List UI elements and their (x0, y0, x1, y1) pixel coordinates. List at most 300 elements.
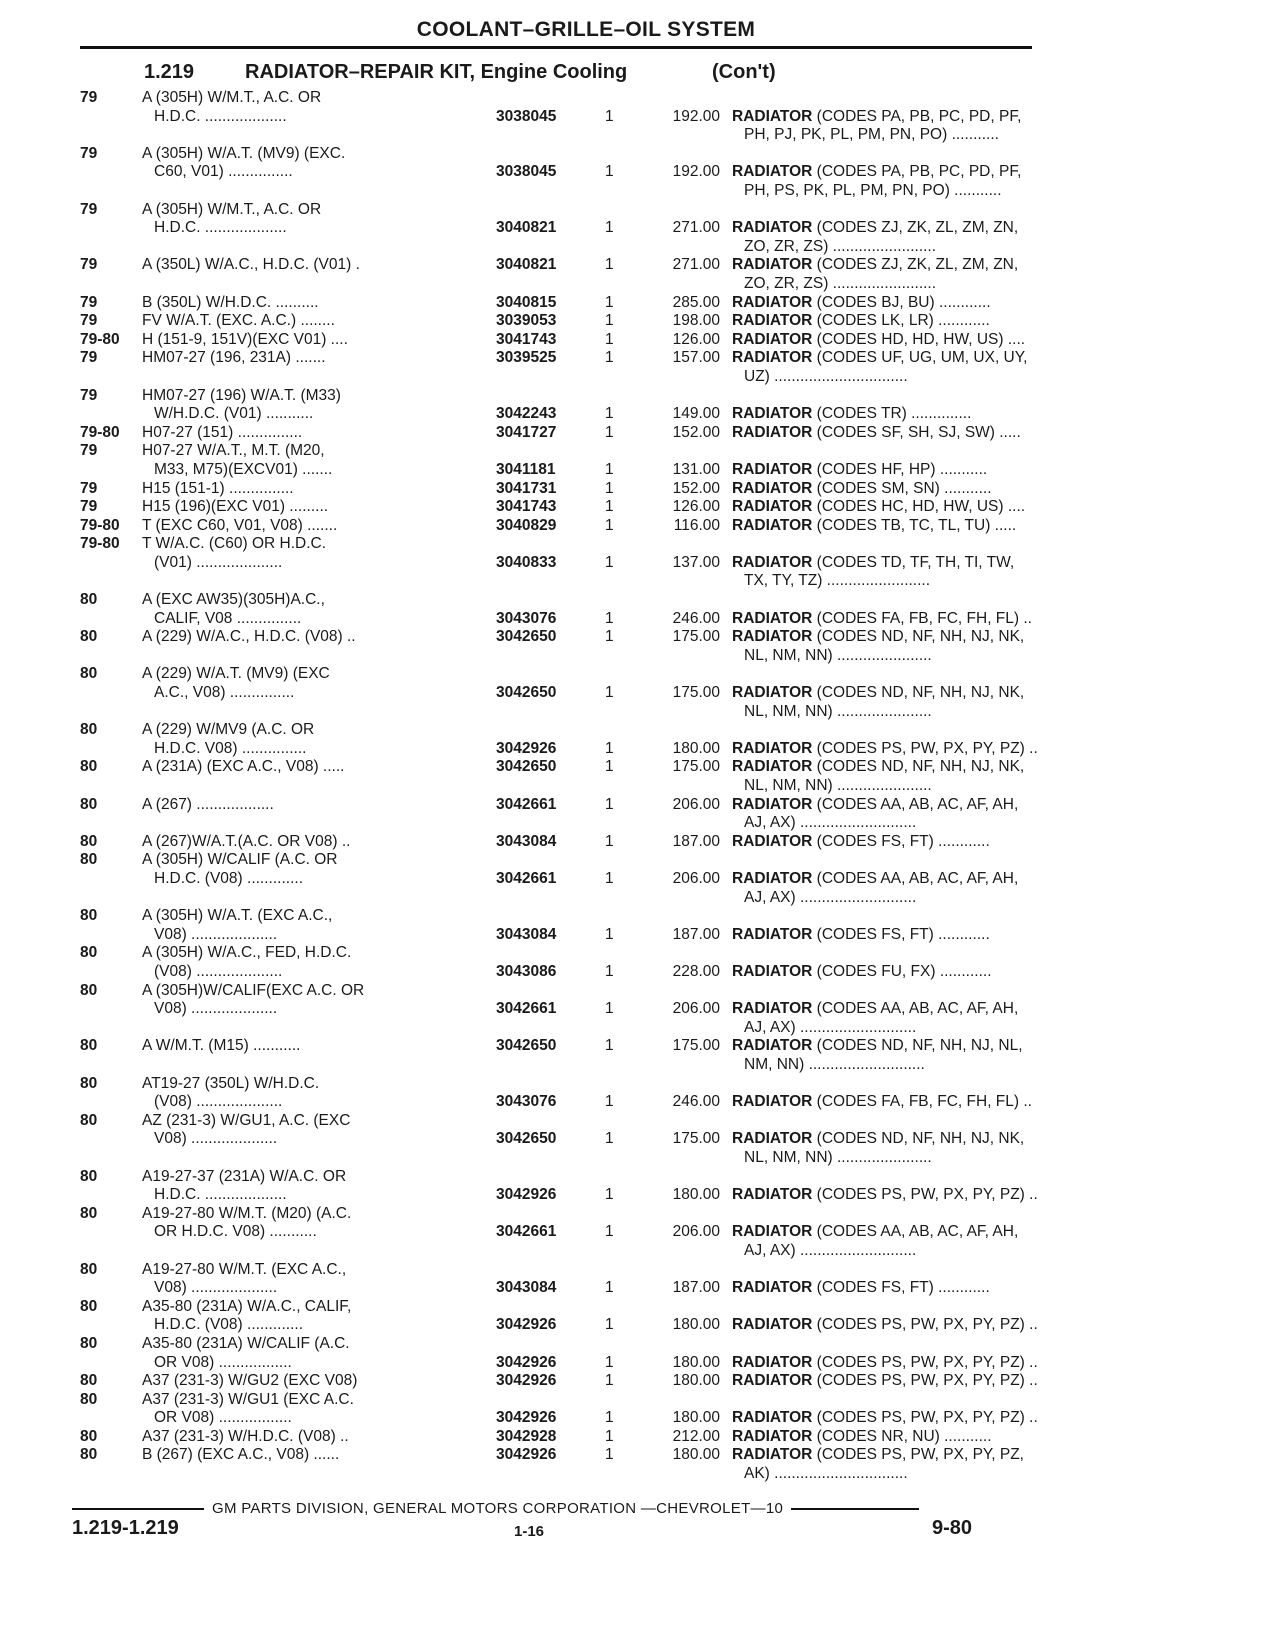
description-line: A37 (231-3) W/H.D.C. (V08) .. (142, 1427, 349, 1445)
quantity: 1 (605, 163, 614, 181)
row-year: 80 (80, 1074, 98, 1092)
row-description (142, 498, 492, 517)
price: 271.00 (672, 256, 720, 274)
part-number: 3040833 (496, 553, 557, 571)
parts-list (80, 89, 1038, 1484)
part-description-line: RADIATOR (CODES TR) .............. (732, 405, 972, 423)
table-row (80, 1297, 1038, 1335)
row-description (142, 331, 492, 350)
quantity: 1 (605, 330, 614, 348)
part-number: 3042926 (496, 1409, 557, 1427)
price: 152.00 (672, 479, 720, 497)
part-description (732, 1372, 1052, 1391)
part-name: RADIATOR (732, 628, 813, 646)
part-description-line: AJ, AX) ........................... (744, 814, 917, 832)
part-description-line: RADIATOR (CODES PS, PW, PX, PY, PZ) .. (732, 1316, 1038, 1334)
part-codes: CODES BJ, BU) ............ (821, 293, 991, 311)
part-codes: CODES PS, PW, PX, PY, PZ) .. (821, 1353, 1038, 1371)
row-year: 80 (80, 1372, 98, 1390)
header-rule (80, 46, 1032, 49)
row-year: 80 (80, 944, 98, 962)
part-number: 3042650 (496, 628, 557, 646)
part-number: 3043086 (496, 963, 557, 980)
table-row (80, 833, 1032, 852)
quantity: 1 (605, 1093, 614, 1111)
quantity: 1 (605, 107, 614, 125)
part-description (732, 517, 1052, 536)
part-description (732, 1316, 1052, 1335)
part-codes: CODES HF, HP) ........... (821, 460, 988, 478)
part-description (732, 740, 1052, 759)
part-description (732, 163, 1052, 200)
part-name: RADIATOR (732, 405, 813, 423)
part-number: 3043076 (496, 1093, 557, 1111)
part-description-line: AJ, AX) ........................... (744, 1241, 917, 1259)
description-line: H15 (196)(EXC V01) ......... (142, 498, 329, 516)
part-number: 3042661 (496, 1223, 557, 1241)
footer-date: 9-80 (931, 1517, 972, 1539)
part-name: RADIATOR (732, 1000, 813, 1018)
row-description (142, 1446, 492, 1465)
part-description-line: RADIATOR (CODES PS, PW, PX, PY, PZ) .. (732, 1186, 1038, 1204)
table-row (80, 1428, 1032, 1447)
part-name: RADIATOR (732, 1037, 813, 1055)
part-codes: CODES ND, NF, NH, NJ, NK, (821, 684, 1025, 702)
row-year: 79 (80, 349, 98, 367)
quantity: 1 (605, 925, 614, 943)
description-line: A (350L) W/A.C., H.D.C. (V01) . (142, 256, 360, 274)
row-description (142, 982, 492, 1019)
part-codes: CODES PA, PB, PC, PD, PF, (821, 163, 1022, 181)
part-number: 3042650 (496, 758, 557, 776)
part-description-line: PH, PJ, PK, PL, PM, PN, PO) ........... (744, 126, 999, 144)
row-year: 80 (80, 1204, 98, 1222)
description-line: A35-80 (231A) W/A.C., CALIF, (142, 1297, 352, 1315)
quantity: 1 (605, 1130, 614, 1148)
row-year: 79 (80, 498, 98, 516)
part-description-line: RADIATOR (CODES AA, AB, AC, AF, AH, (732, 795, 1019, 813)
part-description-line: ZO, ZR, ZS) ........................ (744, 237, 937, 255)
row-description (142, 907, 492, 944)
row-description (142, 1372, 492, 1391)
price: 271.00 (672, 219, 720, 237)
price: 126.00 (672, 498, 720, 516)
part-description-line: RADIATOR (CODES FA, FB, FC, FH, FL) .. (732, 1093, 1032, 1111)
part-codes: CODES SM, SN) ........... (821, 479, 992, 497)
description-line: H (151-9, 151V)(EXC V01) .... (142, 330, 348, 348)
price: 206.00 (672, 1223, 720, 1241)
part-description (732, 1279, 1052, 1298)
table-row (80, 1167, 1038, 1205)
row-year: 80 (80, 758, 98, 776)
description-line: (V08) .................... (154, 963, 283, 980)
quantity: 1 (605, 795, 614, 813)
quantity: 1 (605, 1427, 614, 1445)
description-line: H.D.C. (V08) ............. (154, 1316, 303, 1334)
row-year: 80 (80, 628, 98, 646)
description-line: T W/A.C. (C60) OR H.D.C. (142, 535, 327, 553)
part-number: 3042661 (496, 1000, 557, 1018)
part-name: RADIATOR (732, 479, 813, 497)
part-name: RADIATOR (732, 1409, 813, 1427)
row-description (142, 312, 492, 331)
part-codes: CODES HC, HD, HW, US) .... (821, 498, 1026, 516)
quantity: 1 (605, 1409, 614, 1427)
row-description (142, 1168, 492, 1205)
price: 206.00 (672, 1000, 720, 1018)
part-codes: CODES SF, SH, SJ, SW) ..... (821, 423, 1021, 441)
price: 175.00 (672, 684, 720, 702)
row-description (142, 591, 492, 628)
description-line: V08) .................... (154, 1279, 278, 1297)
table-row (80, 1075, 1032, 1112)
description-line: T (EXC C60, V01, V08) ....... (142, 516, 338, 534)
description-line: B (350L) W/H.D.C. .......... (142, 293, 319, 311)
quantity: 1 (605, 1372, 614, 1390)
part-number: 3042926 (496, 1446, 557, 1464)
part-description-line: RADIATOR (CODES SM, SN) ........... (732, 479, 992, 497)
table-row (80, 535, 1032, 591)
part-number: 3041743 (496, 330, 557, 348)
description-line: V08) .................... (154, 925, 278, 943)
part-description (732, 1130, 1052, 1167)
price: 137.00 (672, 553, 720, 571)
price: 206.00 (672, 795, 720, 813)
part-name: RADIATOR (732, 925, 813, 943)
part-number: 3043076 (496, 609, 557, 627)
part-description-line: RADIATOR (CODES NR, NU) ........... (732, 1427, 992, 1445)
table-row (80, 201, 1032, 257)
row-year: 80 (80, 1037, 98, 1055)
footer-row (72, 1517, 1032, 1545)
table-row (80, 89, 1032, 145)
part-number: 3040829 (496, 516, 557, 534)
quantity: 1 (605, 1000, 614, 1018)
quantity: 1 (605, 460, 614, 478)
part-description-line: RADIATOR (CODES PS, PW, PX, PY, PZ) .. (732, 1353, 1038, 1371)
part-description-line: NL, NM, NN) ...................... (744, 646, 932, 664)
description-line: H15 (151-1) ............... (142, 479, 294, 497)
table-row (80, 498, 1032, 517)
part-codes: CODES AA, AB, AC, AF, AH, (821, 870, 1019, 888)
part-codes: CODES PS, PW, PX, PY, PZ) .. (821, 1186, 1038, 1204)
part-description (732, 1037, 1052, 1074)
part-description (732, 1093, 1052, 1112)
part-description-line: RADIATOR (CODES ZJ, ZK, ZL, ZM, ZN, (732, 256, 1019, 274)
part-name: RADIATOR (732, 1130, 813, 1148)
description-line: A35-80 (231A) W/CALIF (A.C. (142, 1334, 350, 1352)
part-name: RADIATOR (732, 553, 813, 571)
part-number: 3041731 (496, 479, 557, 497)
part-codes: CODES ND, NF, NH, NJ, NK, (821, 628, 1025, 646)
part-number: 3042243 (496, 405, 557, 423)
description-line: A19-27-80 W/M.T. (M20) (A.C. (142, 1204, 352, 1222)
description-line: AT19-27 (350L) W/H.D.C. (142, 1074, 320, 1092)
row-year: 80 (80, 1334, 98, 1352)
row-description (142, 89, 492, 126)
part-name: RADIATOR (732, 423, 813, 441)
description-line: V08) .................... (154, 1130, 278, 1148)
quantity: 1 (605, 1353, 614, 1371)
part-description (732, 1354, 1052, 1373)
description-line: A (305H)W/CALIF(EXC A.C. OR (142, 981, 365, 999)
part-number: 3042661 (496, 795, 557, 813)
description-line: A (229) W/MV9 (A.C. OR (142, 721, 315, 739)
part-codes: CODES FU, FX) ............ (821, 963, 992, 980)
part-name: RADIATOR (732, 739, 813, 757)
description-line: C60, V01) ............... (154, 163, 293, 181)
quantity: 1 (605, 758, 614, 776)
quantity: 1 (605, 609, 614, 627)
part-name: RADIATOR (732, 1427, 813, 1445)
price: 187.00 (672, 925, 720, 943)
part-description (732, 294, 1052, 313)
part-number: 3039053 (496, 312, 557, 330)
part-number: 3040821 (496, 256, 557, 274)
description-line: AZ (231-3) W/GU1, A.C. (EXC (142, 1111, 351, 1129)
description-line: A (EXC AW35)(305H)A.C., (142, 591, 325, 609)
row-year: 79-80 (80, 516, 120, 534)
part-description (732, 796, 1052, 833)
part-description-line: RADIATOR (CODES FS, FT) ............ (732, 1279, 990, 1297)
part-name: RADIATOR (732, 1316, 813, 1334)
description-line: A (305H) W/A.T. (MV9) (EXC. (142, 144, 346, 162)
row-year: 80 (80, 981, 98, 999)
part-description-line: RADIATOR (CODES AA, AB, AC, AF, AH, (732, 870, 1019, 888)
row-description (142, 833, 492, 852)
table-row (80, 1372, 1038, 1391)
part-number: 3042650 (496, 1130, 557, 1148)
part-codes: CODES ND, NF, NH, NJ, NL, (821, 1037, 1023, 1055)
row-description (142, 665, 492, 702)
part-name: RADIATOR (732, 498, 813, 516)
description-line: A37 (231-3) W/GU2 (EXC V08) (142, 1372, 358, 1390)
part-description (732, 312, 1052, 331)
part-description (732, 1000, 1052, 1037)
row-year: 79-80 (80, 423, 120, 441)
part-description-line: RADIATOR (CODES BJ, BU) ............ (732, 293, 991, 311)
part-description (732, 480, 1052, 499)
part-description-line: RADIATOR (CODES PS, PW, PX, PY, PZ) .. (732, 1409, 1038, 1427)
table-row (80, 442, 1032, 479)
price: 192.00 (672, 163, 720, 181)
part-description-line: NM, NN) ........................... (744, 1055, 925, 1073)
part-name: RADIATOR (732, 256, 813, 274)
table-row (80, 907, 1032, 944)
description-line: (V01) .................... (154, 553, 283, 571)
part-codes: CODES PS, PW, PX, PY, PZ) .. (821, 1372, 1038, 1390)
part-description-line: RADIATOR (CODES HD, HD, HW, US) .... (732, 330, 1026, 348)
row-description (142, 1037, 492, 1056)
part-name: RADIATOR (732, 1353, 813, 1371)
price: 175.00 (672, 758, 720, 776)
part-description-line: RADIATOR (CODES ND, NF, NH, NJ, NK, (732, 1130, 1025, 1148)
price: 228.00 (672, 963, 720, 980)
row-year: 79 (80, 479, 98, 497)
price: 180.00 (672, 1353, 720, 1371)
table-row (80, 517, 1032, 536)
price: 180.00 (672, 1372, 720, 1390)
part-number: 3042926 (496, 739, 557, 757)
part-number: 3039525 (496, 349, 557, 367)
quantity: 1 (605, 479, 614, 497)
table-row (80, 1205, 1032, 1261)
description-line: CALIF, V08 ............... (154, 609, 302, 627)
part-name: RADIATOR (732, 107, 813, 125)
description-line: A (229) W/A.T. (MV9) (EXC (142, 665, 330, 683)
part-codes: CODES PS, PW, PX, PY, PZ) .. (821, 1316, 1038, 1334)
part-description (732, 219, 1052, 256)
part-description (732, 833, 1052, 852)
quantity: 1 (605, 963, 614, 980)
row-year: 80 (80, 721, 98, 739)
part-name: RADIATOR (732, 1223, 813, 1241)
table-row (80, 1334, 1038, 1372)
part-description-line: RADIATOR (CODES HF, HP) ........... (732, 460, 988, 478)
part-codes: CODES AA, AB, AC, AF, AH, (821, 1223, 1019, 1241)
part-description (732, 1186, 1052, 1205)
row-year: 79 (80, 293, 98, 311)
part-description (732, 610, 1052, 629)
part-number: 3038045 (496, 163, 557, 181)
price: 175.00 (672, 628, 720, 646)
description-line: A (267) .................. (142, 795, 274, 813)
part-number: 3042650 (496, 684, 557, 702)
section-title (245, 55, 627, 89)
row-description (142, 535, 492, 572)
table-row (80, 665, 1032, 721)
part-number: 3043084 (496, 832, 557, 850)
part-name: RADIATOR (732, 1093, 813, 1111)
price: 180.00 (672, 1316, 720, 1334)
part-description (732, 1409, 1052, 1428)
row-year: 80 (80, 851, 98, 869)
description-line: H07-27 W/A.T., M.T. (M20, (142, 442, 325, 460)
part-description (732, 758, 1052, 795)
price: 152.00 (672, 423, 720, 441)
part-name: RADIATOR (732, 163, 813, 181)
description-line: V08) .................... (154, 1000, 278, 1018)
part-name: RADIATOR (732, 758, 813, 776)
description-line: A19-27-80 W/M.T. (EXC A.C., (142, 1260, 347, 1278)
price: 198.00 (672, 312, 720, 330)
row-description (142, 1205, 492, 1242)
part-description (732, 684, 1052, 721)
quantity: 1 (605, 423, 614, 441)
row-year: 79 (80, 144, 98, 162)
table-row (80, 1037, 1032, 1074)
part-description-line: RADIATOR (CODES TB, TC, TL, TU) ..... (732, 516, 1017, 534)
part-name: RADIATOR (732, 609, 813, 627)
table-row (80, 424, 1032, 443)
price: 192.00 (672, 107, 720, 125)
row-year: 79-80 (80, 535, 120, 553)
row-year: 80 (80, 1167, 98, 1185)
footer-publisher: GM PARTS DIVISION, GENERAL MOTORS CORPORATION —CHEVROLET—10 (212, 1500, 784, 1517)
row-year: 80 (80, 591, 98, 609)
part-number: 3042926 (496, 1372, 557, 1390)
row-year: 80 (80, 1427, 98, 1445)
quantity: 1 (605, 349, 614, 367)
table-row (80, 628, 1032, 665)
part-name: RADIATOR (732, 1279, 813, 1297)
catalog-page (80, 18, 1038, 1484)
price: 175.00 (672, 1037, 720, 1055)
description-line: A (229) W/A.C., H.D.C. (V08) .. (142, 628, 356, 646)
part-description (732, 926, 1052, 945)
part-codes: CODES AA, AB, AC, AF, AH, (821, 795, 1019, 813)
description-line: A19-27-37 (231A) W/A.C. OR (142, 1167, 347, 1185)
quantity: 1 (605, 1446, 614, 1464)
row-description (142, 145, 492, 182)
quantity: 1 (605, 405, 614, 423)
part-description-line: RADIATOR (CODES PA, PB, PC, PD, PF, (732, 107, 1022, 125)
table-row (80, 796, 1032, 833)
description-line: H.D.C. ................... (154, 219, 287, 237)
page-footer (72, 1500, 1032, 1545)
price: 149.00 (672, 405, 720, 423)
description-line: H.D.C. V08) ............... (154, 739, 307, 757)
quantity: 1 (605, 870, 614, 888)
footer-section-range: 1.219-1.219 (72, 1517, 179, 1539)
price: 180.00 (672, 1186, 720, 1204)
table-row (80, 294, 1032, 313)
part-name: RADIATOR (732, 1446, 813, 1464)
table-row (80, 480, 1032, 499)
row-year: 80 (80, 1111, 98, 1129)
part-name: RADIATOR (732, 293, 813, 311)
part-description (732, 331, 1052, 350)
part-description (732, 256, 1052, 293)
part-number: 3043084 (496, 925, 557, 943)
part-number: 3040821 (496, 219, 557, 237)
part-codes: CODES PA, PB, PC, PD, PF, (821, 107, 1022, 125)
page-header-title: COOLANT–GRILLE–OIL SYSTEM (416, 18, 756, 41)
part-number: 3042926 (496, 1353, 557, 1371)
part-codes: CODES ZJ, ZK, ZL, ZM, ZN, (821, 256, 1019, 274)
row-year: 79 (80, 442, 98, 460)
table-row (80, 312, 1032, 331)
part-name: RADIATOR (732, 832, 813, 850)
price: 157.00 (672, 349, 720, 367)
price: 285.00 (672, 293, 720, 311)
part-codes: CODES ZJ, ZK, ZL, ZM, ZN, (821, 219, 1019, 237)
part-description-line: RADIATOR (CODES FA, FB, FC, FH, FL) .. (732, 609, 1032, 627)
part-codes: CODES UF, UG, UM, UX, UY, (821, 349, 1028, 367)
row-description (142, 1075, 492, 1112)
row-year: 80 (80, 907, 98, 925)
row-year: 79 (80, 89, 98, 106)
part-codes: CODES PS, PW, PX, PY, PZ) .. (821, 1409, 1038, 1427)
row-description (142, 424, 492, 443)
row-description (142, 349, 492, 368)
part-description-line: RADIATOR (CODES SF, SH, SJ, SW) ..... (732, 423, 1021, 441)
part-description (732, 554, 1052, 591)
part-number: 3043084 (496, 1279, 557, 1297)
description-line: HM07-27 (196, 231A) ....... (142, 349, 326, 367)
part-number: 3042926 (496, 1186, 557, 1204)
part-description-line: RADIATOR (CODES PA, PB, PC, PD, PF, (732, 163, 1022, 181)
part-description-line: RADIATOR (CODES PS, PW, PX, PY, PZ, (732, 1446, 1024, 1464)
section-number: 1.219 (144, 61, 195, 83)
row-description (142, 256, 492, 275)
part-number: 3041727 (496, 423, 557, 441)
part-description-line: AJ, AX) ........................... (744, 1018, 917, 1036)
quantity: 1 (605, 256, 614, 274)
part-description-line: RADIATOR (CODES ND, NF, NH, NJ, NL, (732, 1037, 1023, 1055)
row-year: 80 (80, 832, 98, 850)
description-line: OR V08) ................. (154, 1353, 292, 1371)
